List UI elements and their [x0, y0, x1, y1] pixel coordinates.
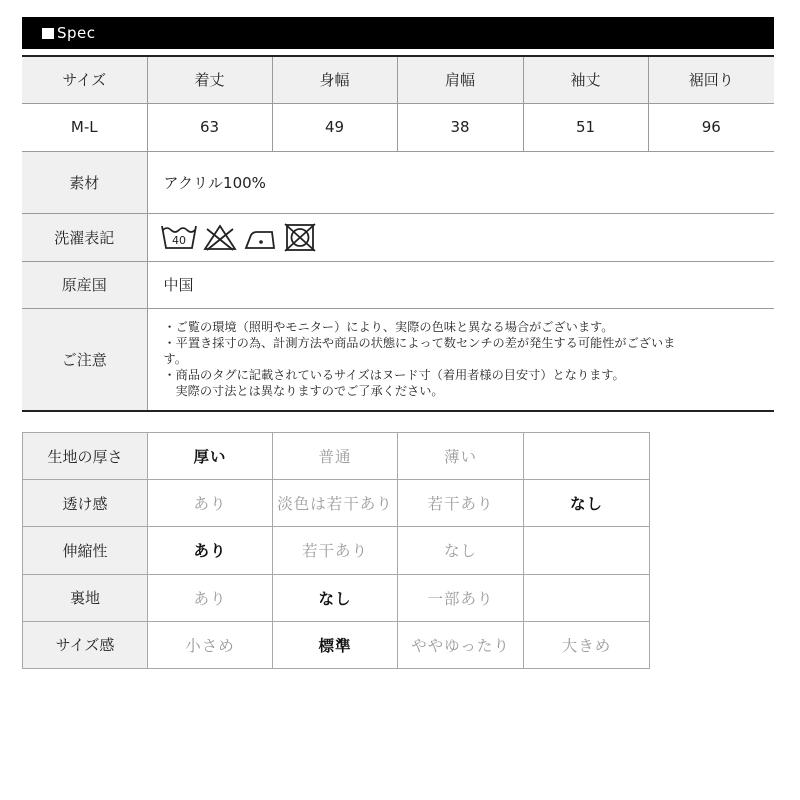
size-value-shoulder: 38 — [397, 103, 523, 151]
care-icons-cell — [147, 213, 774, 261]
feel-option: ややゆったり — [398, 621, 524, 668]
note-line: ・ご覧の環境（照明やモニター）により、実際の色味と異なる場合がございます。 — [163, 320, 614, 335]
spec-header — [22, 17, 774, 49]
size-header-size: サイズ — [22, 56, 147, 103]
material-value: アクリル100% — [147, 151, 774, 213]
note-line: 実際の寸法とは異なりますのでご了承ください。 — [175, 384, 444, 399]
feel-option: あり — [148, 480, 273, 527]
spec-title: Spec — [57, 24, 96, 42]
feel-option: 一部あり — [398, 574, 524, 621]
material-label: 素材 — [22, 151, 147, 213]
feel-option: 小さめ — [148, 621, 273, 668]
iron-low-icon — [242, 222, 278, 252]
care-icons — [148, 222, 775, 252]
feel-option — [524, 527, 650, 574]
note-line: ・平置き採寸の為、計測方法や商品の状態によって数センチの差が発生する可能性がございま — [163, 336, 676, 351]
feel-option: 普通 — [273, 433, 398, 480]
size-value-size: M-L — [22, 103, 147, 151]
feel-row-sheerness — [23, 480, 650, 527]
no-bleach-icon — [202, 222, 238, 252]
feel-option: 若干あり — [398, 480, 524, 527]
size-header-hem: 裾回り — [648, 56, 774, 103]
feel-option: 淡色は若干あり — [273, 480, 398, 527]
feel-row-stretch — [23, 527, 650, 574]
note-line: す。 — [163, 352, 187, 367]
wash-40-icon — [160, 222, 198, 252]
size-header-width: 身幅 — [272, 56, 397, 103]
size-value-width: 49 — [272, 103, 397, 151]
notes-text — [147, 308, 774, 411]
feel-option: なし — [398, 527, 524, 574]
feel-option: 薄い — [398, 433, 524, 480]
care-label: 洗濯表記 — [22, 213, 147, 261]
size-header-sleeve: 袖丈 — [523, 56, 648, 103]
feel-row-lining — [23, 574, 650, 621]
no-tumble-dry-icon — [282, 222, 318, 252]
notes-label: ご注意 — [22, 308, 147, 411]
feel-label-fit: サイズ感 — [23, 621, 148, 668]
notes-row — [22, 308, 774, 411]
care-row — [22, 213, 774, 261]
material-row — [22, 151, 774, 213]
svg-text:40: 40 — [171, 234, 186, 247]
feel-option: あり — [148, 574, 273, 621]
feel-row-fit — [23, 621, 650, 668]
size-value-hem: 96 — [648, 103, 774, 151]
size-value-length: 63 — [147, 103, 272, 151]
feel-option: 大きめ — [524, 621, 650, 668]
note-line: ・商品のタグに記載されているサイズはヌード寸（着用者様の目安寸）となります。 — [163, 368, 625, 383]
size-value-row — [22, 103, 774, 151]
size-header-length: 着丈 — [147, 56, 272, 103]
feel-row-thickness — [23, 433, 650, 480]
size-header-row — [22, 56, 774, 103]
square-bullet-icon — [42, 28, 54, 39]
feel-option — [524, 433, 650, 480]
feel-option: なし — [273, 574, 398, 621]
feel-option: 厚い — [148, 433, 273, 480]
feel-option: あり — [148, 527, 273, 574]
origin-label: 原産国 — [22, 261, 147, 308]
feel-label-stretch: 伸縮性 — [23, 527, 148, 574]
feel-option — [524, 574, 650, 621]
size-header-shoulder: 肩幅 — [397, 56, 523, 103]
feel-option: 若干あり — [273, 527, 398, 574]
size-value-sleeve: 51 — [523, 103, 648, 151]
origin-row — [22, 261, 774, 308]
feel-table — [22, 432, 650, 669]
feel-label-thickness: 生地の厚さ — [23, 433, 148, 480]
feel-label-lining: 裏地 — [23, 574, 148, 621]
feel-option: なし — [524, 480, 650, 527]
spec-table — [22, 55, 774, 412]
feel-option: 標準 — [273, 621, 398, 668]
origin-value: 中国 — [147, 261, 774, 308]
feel-label-sheerness: 透け感 — [23, 480, 148, 527]
